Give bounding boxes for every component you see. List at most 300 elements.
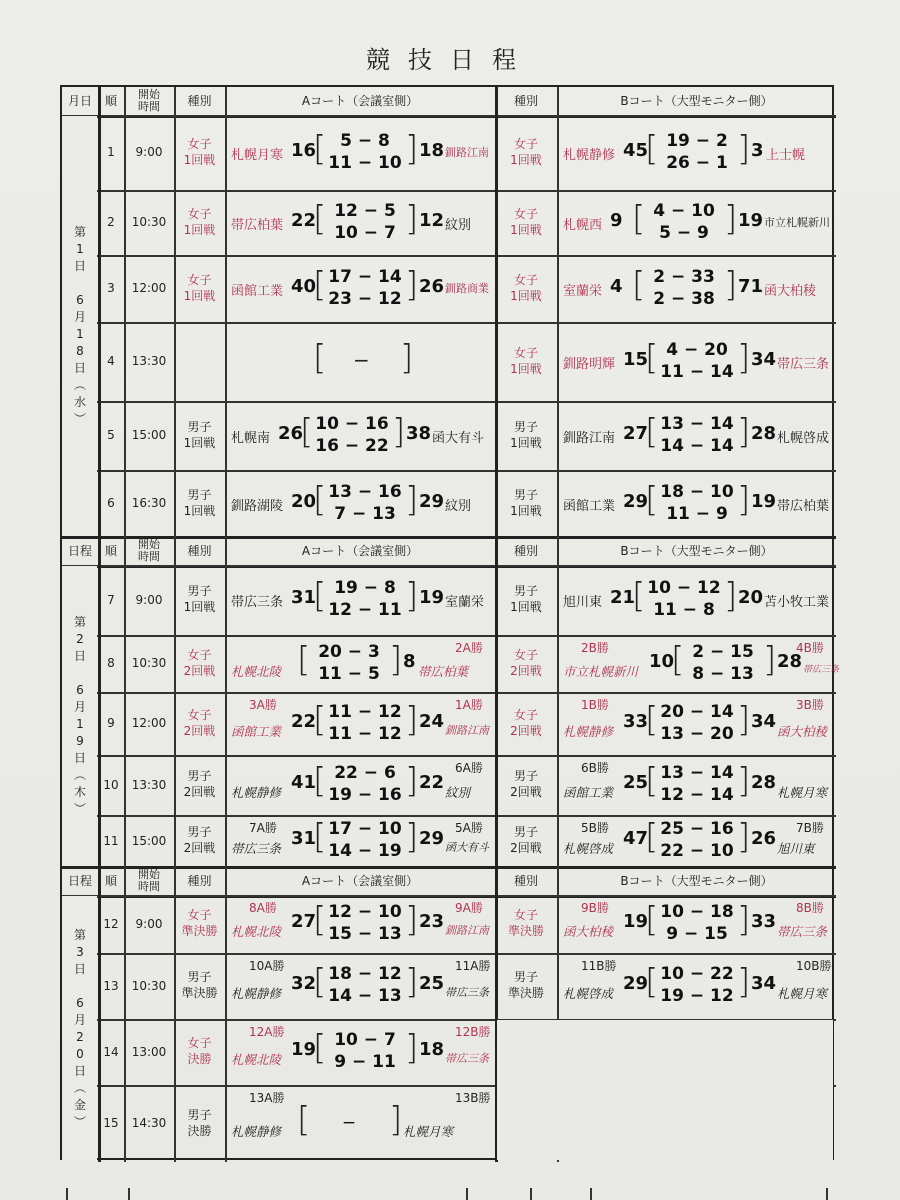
- half-score-2: 14 − 13: [328, 986, 402, 1006]
- day-label-char: ︵: [73, 378, 86, 392]
- score-total-right: 28: [777, 650, 803, 672]
- start-time: 14:30: [131, 1116, 167, 1130]
- day-label-char: ︵: [73, 768, 86, 782]
- score-total-right: 28: [751, 422, 777, 444]
- team-right: 釧路江南: [445, 145, 489, 159]
- bracket-right: ]: [405, 900, 419, 940]
- half-score-1: 13 − 14: [660, 763, 734, 783]
- start-time: 12:00: [131, 281, 167, 295]
- day-label-char: 木: [73, 785, 86, 799]
- team-left: 札幌月寒: [231, 147, 284, 163]
- half-score-2: 12 − 11: [328, 600, 402, 620]
- day-label-char: 月: [73, 1012, 86, 1027]
- header-type: 種別: [187, 873, 212, 888]
- half-score-1: 5 − 8: [340, 130, 390, 151]
- winner-ref-right: 9A勝: [455, 901, 483, 915]
- score-total-right: 33: [751, 911, 777, 932]
- team-left: 札幌啓成: [563, 986, 614, 1001]
- bracket-right: ]: [737, 761, 751, 801]
- half-score-1: 22 − 6: [334, 763, 396, 783]
- score-total-right: 26: [419, 275, 445, 297]
- team-left: 函館工業: [231, 723, 282, 739]
- team-left: 札幌北陵: [231, 924, 282, 939]
- half-score-2: 15 − 13: [328, 924, 402, 944]
- match-number: 3: [107, 281, 115, 295]
- bracket-right: ]: [737, 699, 751, 740]
- score-total-left: 4: [610, 275, 623, 297]
- half-score-2: 10 − 7: [334, 222, 396, 243]
- match-number: 12: [103, 916, 119, 931]
- bracket-right: ]: [724, 198, 738, 239]
- score-total-right: 34: [751, 348, 777, 370]
- day-label-char: 2: [76, 1029, 84, 1044]
- bracket-left: [: [297, 639, 311, 680]
- match-category: 女子 1回戦: [510, 206, 542, 237]
- day-label-char: 日: [73, 961, 86, 976]
- bracket-left: [: [313, 337, 327, 378]
- team-right: 帯広三条: [803, 664, 840, 675]
- merged-empty-cell: [497, 1020, 833, 1160]
- half-score-2: 12 − 14: [660, 785, 734, 805]
- half-score-2: 19 − 16: [328, 785, 402, 805]
- bracket-left: [: [632, 264, 646, 305]
- score-total-right: 23: [419, 911, 445, 932]
- match-number: 5: [107, 428, 115, 442]
- team-left: 釧路明輝: [563, 356, 616, 372]
- match-category: 女子 1回戦: [183, 206, 216, 237]
- match-category: 女子 1回戦: [183, 136, 216, 167]
- score-total-right: 19: [738, 209, 764, 231]
- day-label-char: ︵: [73, 1080, 86, 1095]
- match-category: 女子 2回戦: [510, 707, 542, 738]
- half-score-1: 4 − 10: [653, 200, 715, 221]
- team-right: 上士幌: [766, 147, 806, 163]
- half-score-1: 2 − 15: [692, 641, 754, 662]
- team-left: 函館工業: [563, 785, 614, 800]
- day-label-char: 日: [73, 1063, 86, 1078]
- half-score-2: 11 − 12: [328, 723, 402, 744]
- winner-ref-left: 2B勝: [581, 641, 609, 655]
- half-score-1: 10 − 18: [660, 902, 734, 922]
- match-category: 男子 1回戦: [510, 487, 542, 518]
- score-total-right: 25: [419, 973, 445, 994]
- day-label: [70, 614, 90, 818]
- bracket-right: ]: [737, 962, 751, 1002]
- start-time: 9:00: [135, 916, 163, 931]
- bracket-right: ]: [405, 264, 419, 305]
- score-total-right: 19: [751, 490, 777, 512]
- bracket-right: ]: [763, 639, 777, 680]
- bracket-left: [: [313, 1028, 327, 1068]
- score-total-left: 22: [291, 710, 317, 732]
- half-score-1: 20 − 3: [318, 641, 380, 662]
- header-type: 種別: [513, 873, 538, 888]
- column-divider: [225, 87, 227, 1162]
- bracket-right: ]: [405, 479, 419, 520]
- half-score-1: 12 − 5: [334, 200, 396, 221]
- match-category: 女子 1回戦: [510, 345, 542, 376]
- score-total-right: 19: [419, 587, 445, 608]
- header-type: 種別: [513, 543, 538, 558]
- bracket-right: ]: [724, 264, 738, 305]
- bracket-right: ]: [737, 337, 751, 378]
- bracket-right: ]: [737, 479, 751, 520]
- score-total-left: 20: [291, 490, 317, 512]
- half-score-2: 8 − 13: [692, 663, 754, 684]
- bracket-left: [: [645, 411, 659, 452]
- day-label-char: [70, 978, 90, 995]
- header-date: 月日: [67, 93, 92, 108]
- half-score-1: 12 − 10: [328, 902, 402, 922]
- winner-ref-left: 6B勝: [581, 761, 609, 775]
- half-score-2: 11 − 14: [660, 361, 734, 382]
- bracket-right: ]: [405, 962, 419, 1002]
- team-left: 函大柏稜: [563, 924, 614, 939]
- bracket-right: ]: [737, 411, 751, 452]
- day-label-char: 第: [73, 615, 86, 629]
- header-court-a: Aコート（会議室側）: [301, 543, 419, 558]
- match-number: 4: [107, 354, 115, 368]
- day-label-char: 6: [76, 293, 84, 307]
- header-court-b: Bコート（大型モニター側）: [620, 543, 773, 558]
- half-score-1: 20 − 14: [660, 701, 734, 722]
- winner-ref-left: 7A勝: [249, 821, 277, 835]
- team-left: 札幌静修: [563, 723, 614, 739]
- day-label-char: 6: [76, 683, 84, 697]
- start-time: 12:00: [131, 716, 167, 730]
- score-total-left: 25: [623, 772, 649, 793]
- column-divider: [557, 87, 559, 1162]
- header-start-time: 開始 時間: [138, 867, 160, 893]
- match-category: 男子 1回戦: [510, 419, 542, 450]
- winner-ref-right: 11A勝: [455, 959, 491, 973]
- half-score-2: 11 − 10: [328, 152, 402, 173]
- day-label-char: 水: [73, 395, 86, 409]
- start-time: 13:00: [131, 1044, 167, 1059]
- team-right: 釧路江南: [445, 723, 489, 737]
- team-right: 旭川東: [777, 841, 815, 856]
- match-category: 女子 準決勝: [507, 908, 544, 938]
- day-label-char: ︶: [73, 802, 86, 816]
- half-score-1: 2 − 33: [653, 266, 715, 287]
- bracket-left: [: [313, 900, 327, 940]
- team-right: 帯広三条: [777, 924, 828, 939]
- team-right: 函大柏稜: [764, 283, 817, 299]
- day-label-char: 日: [73, 361, 86, 375]
- team-left: 帯広三条: [231, 841, 282, 856]
- team-right: 札幌月寒: [777, 785, 828, 800]
- score-total-right: 18: [419, 1039, 445, 1060]
- winner-ref-right: 5A勝: [455, 821, 483, 835]
- bracket-left: [: [313, 198, 327, 239]
- team-right: 帯広三条: [445, 1052, 489, 1065]
- team-left: 帯広三条: [231, 595, 284, 610]
- half-score-2: 16 − 22: [315, 435, 389, 456]
- half-score-2: 23 − 12: [328, 288, 402, 309]
- score-total-left: 47: [623, 828, 649, 849]
- half-score-2: 14 − 14: [660, 435, 734, 456]
- winner-ref-left: 9B勝: [581, 901, 609, 915]
- header-start-time: 開始 時間: [138, 537, 160, 563]
- half-score-1: 17 − 14: [328, 266, 402, 287]
- score-total-right: 18: [419, 139, 445, 161]
- winner-ref-left: 8A勝: [249, 901, 277, 915]
- match-number: 11: [103, 833, 119, 848]
- bracket-left: [: [645, 900, 659, 940]
- score-total-right: 24: [419, 710, 445, 732]
- score-total-left: 21: [610, 587, 636, 608]
- half-score-2: 22 − 10: [660, 841, 734, 861]
- day-label-char: 月: [73, 700, 86, 714]
- start-time: 10:30: [131, 978, 167, 993]
- bracket-left: [: [313, 761, 327, 801]
- header-order: 順: [104, 873, 117, 888]
- match-category: 男子 2回戦: [183, 769, 216, 799]
- day-label-char: 第: [73, 927, 86, 942]
- winner-ref-left: 1B勝: [581, 698, 609, 712]
- score-total-right: 3: [751, 139, 764, 161]
- day-label-char: 9: [76, 734, 84, 748]
- half-score-1: 18 − 12: [328, 964, 402, 984]
- bracket-left: [: [671, 639, 685, 680]
- bracket-left: [: [313, 128, 327, 169]
- winner-ref-right: 4B勝: [796, 641, 824, 655]
- team-left: 札幌静修: [563, 147, 616, 163]
- team-right: 釧路商業: [445, 281, 489, 295]
- half-score-1: 19 − 2: [666, 130, 728, 151]
- day-label-char: 日: [73, 259, 86, 273]
- winner-ref-right: 1A勝: [455, 698, 483, 712]
- team-left: 札幌北陵: [231, 1052, 282, 1067]
- bracket-left: [: [313, 576, 327, 616]
- day-label-char: 2: [76, 632, 84, 646]
- match-number: 7: [107, 592, 115, 607]
- header-date: 日程: [67, 873, 92, 888]
- team-right: 帯広三条: [777, 356, 830, 372]
- match-category: 女子 1回戦: [183, 272, 216, 303]
- winner-ref-right: 12B勝: [455, 1025, 491, 1039]
- match-category: 女子 2回戦: [510, 647, 542, 678]
- winner-ref-right: 6A勝: [455, 761, 483, 775]
- team-right: 紋別: [445, 785, 471, 800]
- start-time: 15:00: [131, 428, 167, 442]
- score-total-left: 19: [623, 911, 649, 932]
- half-score-2: 2 − 38: [653, 288, 715, 309]
- score-total-right: 8: [403, 650, 416, 672]
- day-label-char: 1: [76, 242, 84, 256]
- header-court-b: Bコート（大型モニター側）: [620, 93, 773, 108]
- team-left: 釧路江南: [563, 430, 616, 446]
- team-right: 帯広柏葉: [418, 663, 469, 679]
- header-date: 日程: [67, 543, 92, 558]
- team-right: 札幌月寒: [403, 1123, 454, 1139]
- team-right: 市立札幌新川: [764, 215, 830, 229]
- half-score-2: −: [341, 1112, 357, 1133]
- half-score-2: 9 − 15: [666, 924, 728, 944]
- score-total-right: 34: [751, 710, 777, 732]
- bracket-left: [: [313, 817, 327, 857]
- match-category: 男子 1回戦: [183, 487, 216, 518]
- match-number: 2: [107, 215, 115, 229]
- bracket-right: ]: [737, 817, 751, 857]
- team-right: 紋別: [445, 498, 472, 514]
- team-left: 札幌西: [563, 217, 603, 233]
- bracket-right: ]: [405, 761, 419, 801]
- match-number: 10: [103, 777, 119, 792]
- match-number: 13: [103, 978, 119, 993]
- half-score-2: 5 − 9: [659, 222, 709, 243]
- day-label-char: 月: [73, 310, 86, 324]
- team-right: 函大有斗: [445, 841, 489, 854]
- day-label-char: [70, 275, 90, 292]
- match-number: 15: [103, 1116, 119, 1130]
- team-left: 札幌南: [231, 430, 271, 446]
- team-left: 帯広柏葉: [231, 217, 284, 233]
- score-total-left: 26: [278, 422, 304, 444]
- score-total-left: 32: [291, 973, 317, 994]
- bracket-right: ]: [405, 576, 419, 616]
- match-category: 男子 1回戦: [510, 584, 542, 614]
- match-category: 女子 1回戦: [510, 272, 542, 303]
- bracket-left: [: [313, 699, 327, 740]
- team-left: 函館工業: [563, 498, 616, 514]
- schedule-table: [60, 85, 840, 1160]
- day-label-char: ︶: [73, 412, 86, 426]
- team-right: 苫小牧工業: [764, 595, 830, 610]
- winner-ref-right: 7B勝: [796, 821, 824, 835]
- team-left: 旭川東: [563, 595, 603, 610]
- team-left: 札幌静修: [231, 986, 282, 1001]
- team-right: 紋別: [445, 217, 472, 233]
- half-score-2: 11 − 8: [653, 600, 715, 620]
- score-total-right: 38: [406, 422, 432, 444]
- team-right: 釧路江南: [445, 924, 489, 937]
- match-category: 男子 2回戦: [510, 769, 542, 799]
- bracket-left: [: [300, 411, 314, 452]
- half-score-2: 13 − 20: [660, 723, 734, 744]
- bracket-right: ]: [400, 337, 414, 378]
- bracket-left: [: [645, 761, 659, 801]
- half-score-1: 10 − 22: [660, 964, 734, 984]
- score-total-left: 40: [291, 275, 317, 297]
- half-score-1: 13 − 14: [660, 413, 734, 434]
- bracket-left: [: [645, 128, 659, 169]
- day-label-char: 1: [76, 327, 84, 341]
- half-score-1: 10 − 16: [315, 413, 389, 434]
- header-type: 種別: [513, 93, 538, 108]
- header-order: 順: [104, 543, 117, 558]
- team-right: 札幌月寒: [777, 986, 828, 1001]
- bracket-right: ]: [389, 639, 403, 680]
- score-total-right: 29: [419, 828, 445, 849]
- winner-ref-left: 12A勝: [249, 1025, 285, 1039]
- score-total-left: 27: [623, 422, 649, 444]
- half-score-1: 25 − 16: [660, 819, 734, 839]
- row-divider: [62, 322, 836, 324]
- header-start-time: 開始 時間: [138, 87, 160, 113]
- half-score-1: 19 − 8: [334, 578, 396, 598]
- bracket-right: ]: [389, 1099, 403, 1140]
- half-score-1: 18 − 10: [660, 481, 734, 502]
- half-score-1: 4 − 20: [666, 339, 728, 360]
- match-number: 1: [107, 145, 115, 159]
- match-category: 男子 2回戦: [510, 825, 542, 855]
- bracket-left: [: [645, 699, 659, 740]
- team-right: 函大有斗: [432, 430, 485, 446]
- match-category: 男子 決勝: [187, 1107, 212, 1138]
- bracket-right: ]: [737, 900, 751, 940]
- day-label-char: 第: [73, 225, 86, 239]
- header-court-a: Aコート（会議室側）: [301, 873, 419, 888]
- team-left: 札幌静修: [231, 785, 282, 800]
- bracket-left: [: [632, 198, 646, 239]
- team-left: 函館工業: [231, 283, 284, 299]
- match-category: 男子 1回戦: [183, 584, 216, 614]
- bracket-right: ]: [737, 128, 751, 169]
- start-time: 13:30: [131, 354, 167, 368]
- match-category: 女子 2回戦: [183, 707, 216, 738]
- score-total-left: 16: [291, 139, 317, 161]
- bracket-right: ]: [405, 1028, 419, 1068]
- bracket-right: ]: [724, 576, 738, 616]
- day-label-char: ︶: [73, 1114, 86, 1129]
- winner-ref-right: 2A勝: [455, 641, 483, 655]
- start-time: 13:30: [131, 777, 167, 792]
- start-time: 15:00: [131, 833, 167, 848]
- bracket-left: [: [313, 479, 327, 520]
- day-label-char: 0: [76, 1046, 84, 1061]
- bracket-left: [: [645, 479, 659, 520]
- header-type: 種別: [187, 93, 212, 108]
- score-total-right: 20: [738, 587, 764, 608]
- team-left: 市立札幌新川: [563, 663, 639, 679]
- day-label: [70, 224, 90, 428]
- score-total-right: 22: [419, 772, 445, 793]
- team-right: 帯広柏葉: [777, 498, 830, 514]
- day-label-char: 8: [76, 344, 84, 358]
- match-category: 男子 1回戦: [183, 419, 216, 450]
- day-label-char: 6: [76, 995, 84, 1010]
- match-category: 男子 準決勝: [181, 970, 218, 1000]
- score-total-left: 22: [291, 209, 317, 231]
- bracket-left: [: [313, 264, 327, 305]
- score-total-right: 12: [419, 209, 445, 231]
- half-score-1: 17 − 10: [328, 819, 402, 839]
- day-label-char: 1: [76, 717, 84, 731]
- match-category: 女子 準決勝: [181, 908, 218, 938]
- bracket-left: [: [645, 817, 659, 857]
- team-left: 室蘭栄: [563, 283, 603, 299]
- half-score-2: 19 − 12: [660, 986, 734, 1006]
- half-score-2: 14 − 19: [328, 841, 402, 861]
- team-right: 函大柏稜: [777, 723, 828, 739]
- score-total-left: 41: [291, 772, 317, 793]
- match-category: 男子 準決勝: [507, 970, 544, 1000]
- score-total-left: 31: [291, 587, 317, 608]
- day-label: [70, 927, 90, 1131]
- team-left: 釧路湖陵: [231, 498, 284, 514]
- half-score-1: 10 − 7: [334, 1030, 396, 1050]
- score-total-left: 27: [291, 911, 317, 932]
- start-time: 9:00: [135, 592, 163, 607]
- winner-ref-left: 11B勝: [581, 959, 617, 973]
- bracket-left: [: [297, 1099, 311, 1140]
- score-total-right: 26: [751, 828, 777, 849]
- start-time: 10:30: [131, 656, 167, 670]
- header-court-a: Aコート（会議室側）: [301, 93, 419, 108]
- page-title: 競技日程: [366, 46, 534, 74]
- winner-ref-left: 5B勝: [581, 821, 609, 835]
